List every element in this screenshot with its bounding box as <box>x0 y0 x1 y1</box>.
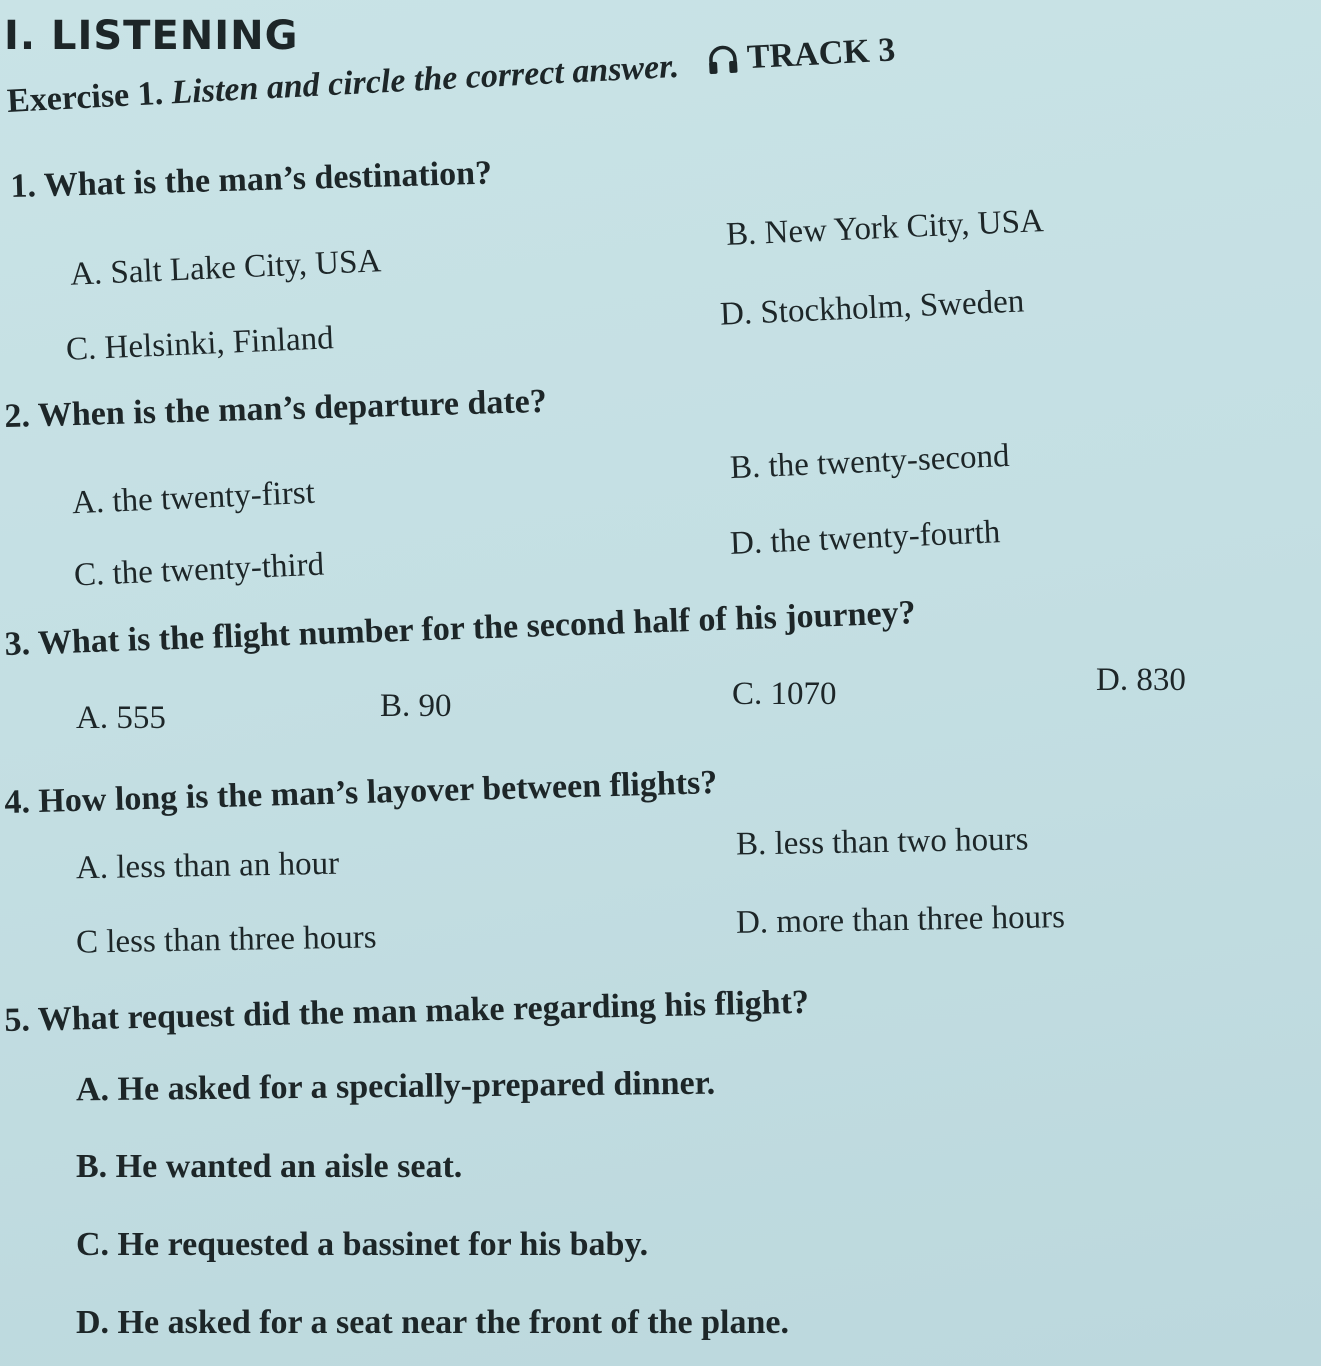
question-3-option-a[interactable]: A. 555 <box>76 700 166 736</box>
question-4-option-b[interactable]: B. less than two hours <box>735 821 1029 863</box>
question-3: 3. What is the flight number for the second half of his journey? <box>3 594 917 663</box>
headphones-icon <box>706 44 740 76</box>
question-2-option-a[interactable]: A. the twenty-first <box>71 474 316 522</box>
question-2-option-b[interactable]: B. the twenty-second <box>729 437 1011 487</box>
question-5-option-c[interactable]: C. He requested a bassinet for his baby. <box>76 1226 649 1263</box>
question-1-option-d[interactable]: D. Stockholm, Sweden <box>719 283 1025 333</box>
question-3-option-d[interactable]: D. 830 <box>1096 662 1186 698</box>
question-4-option-d[interactable]: D. more than three hours <box>735 899 1066 941</box>
question-3-option-c[interactable]: C. 1070 <box>732 676 837 712</box>
question-4-option-c[interactable]: C less than three hours <box>75 919 377 961</box>
question-2-option-d[interactable]: D. the twenty-fourth <box>729 514 1001 562</box>
question-3-option-b[interactable]: B. 90 <box>380 688 452 724</box>
question-4-option-a[interactable]: A. less than an hour <box>75 845 340 887</box>
question-2: 2. When is the man’s departure date? <box>3 382 548 435</box>
question-1-option-c[interactable]: C. Helsinki, Finland <box>65 320 335 368</box>
question-1: 1. What is the man’s destination? <box>9 154 493 205</box>
track-text: TRACK 3 <box>746 31 897 77</box>
question-5-option-a[interactable]: A. He asked for a specially-prepared dinner. <box>75 1064 716 1109</box>
question-5-option-b[interactable]: B. He wanted an aisle seat. <box>76 1148 463 1185</box>
track-label <box>706 33 896 77</box>
question-1-option-a[interactable]: A. Salt Lake City, USA <box>69 243 382 293</box>
exercise-instruction: Listen and circle the correct answer. <box>170 47 680 112</box>
question-1-option-b[interactable]: B. New York City, USA <box>725 203 1045 253</box>
question-4: 4. How long is the man’s layover between flights? <box>3 764 718 821</box>
question-5: 5. What request did the man make regarding his flight? <box>3 983 810 1039</box>
exercise-label: Exercise 1. <box>6 74 164 120</box>
section-title: I. LISTENING <box>4 13 299 59</box>
question-5-option-d[interactable]: D. He asked for a seat near the front of the plane. <box>76 1304 790 1341</box>
question-2-option-c[interactable]: C. the twenty-third <box>73 546 325 594</box>
